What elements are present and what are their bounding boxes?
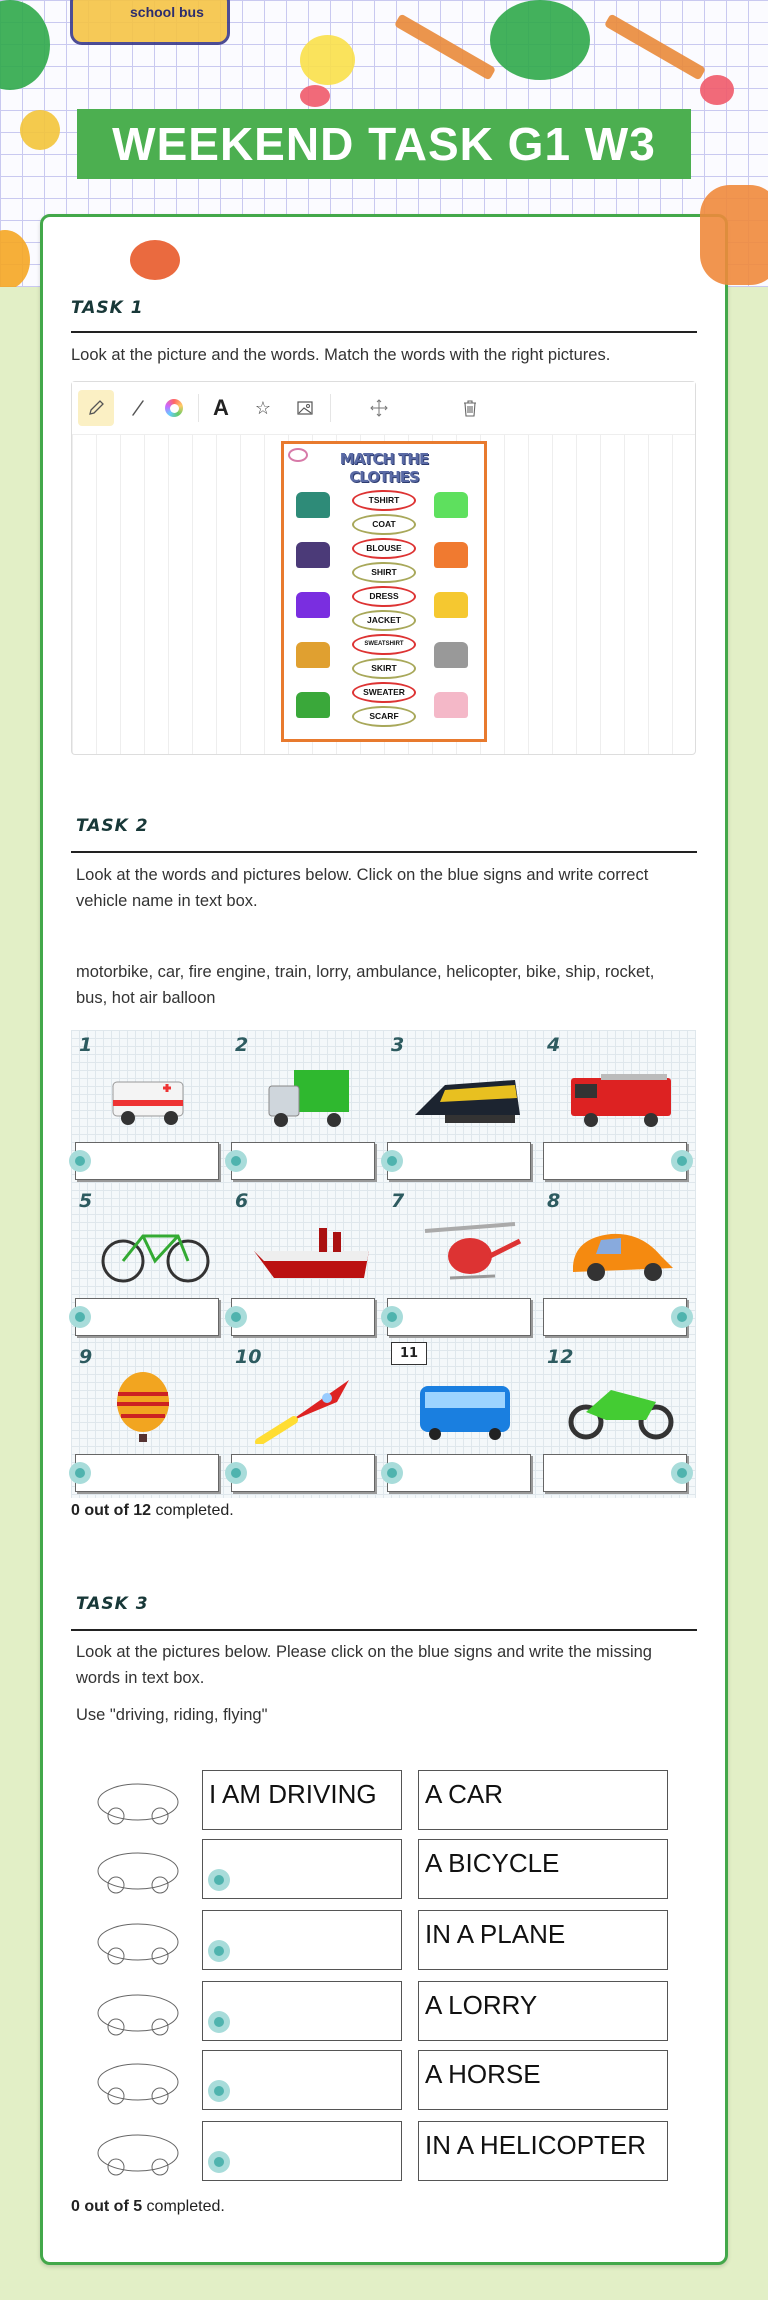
phrase-text: A HORSE: [425, 2059, 541, 2089]
bow-icon: [288, 448, 308, 462]
blue-sign-hotspot[interactable]: [381, 1150, 403, 1172]
vehicle-cell: [227, 1342, 383, 1498]
vehicle-cell: [539, 1186, 695, 1342]
clothes-picture: [296, 492, 330, 518]
vehicle-picture-hot-air-balloon: [93, 1372, 218, 1444]
blue-sign-hotspot[interactable]: [69, 1150, 91, 1172]
text-icon[interactable]: A: [213, 395, 229, 420]
task3-progress: [71, 2198, 225, 2216]
vehicle-cell: [539, 1030, 695, 1186]
sketch-helicopter: [88, 2123, 188, 2179]
clothes-picture: [296, 692, 330, 718]
blue-sign-hotspot[interactable]: [69, 1462, 91, 1484]
clothes-word-oval: SCARF: [352, 706, 416, 727]
vehicle-cell: [383, 1030, 539, 1186]
clothes-picture: [434, 592, 468, 618]
vehicle-answer-box[interactable]: [75, 1298, 219, 1336]
vehicle-cell: [539, 1342, 695, 1498]
pencil-icon[interactable]: [78, 390, 114, 426]
task1-instruction: Look at the picture and the words. Match the words with the right pictures.: [71, 346, 611, 364]
vehicle-number: 8: [547, 1190, 561, 1212]
vehicle-picture-train: [405, 1060, 530, 1132]
vehicle-number: 5: [79, 1190, 93, 1212]
vehicle-picture-bike: [93, 1216, 218, 1288]
vehicle-cell: [71, 1342, 227, 1498]
phrase-text: IN A HELICOPTER: [425, 2130, 647, 2160]
task3-progress-suffix: completed.: [142, 2198, 225, 2215]
vehicle-answer-box[interactable]: [231, 1142, 375, 1180]
match-the-clothes-worksheet: [281, 441, 487, 742]
vehicle-answer-box[interactable]: [543, 1142, 687, 1180]
vehicle-number: 11: [391, 1342, 427, 1365]
answer-box-3[interactable]: [202, 1910, 402, 1970]
star-icon[interactable]: ☆: [254, 397, 272, 418]
vehicle-picture-lorry: [249, 1060, 374, 1132]
answer-box-6[interactable]: [202, 2121, 402, 2181]
bell-doodle: [20, 110, 60, 150]
blue-sign-hotspot[interactable]: [225, 1462, 247, 1484]
vehicle-cell: [383, 1342, 539, 1498]
blue-sign-hotspot[interactable]: [671, 1462, 693, 1484]
vehicle-number: 10: [235, 1346, 262, 1368]
answer-text: I AM DRIVING: [209, 1779, 377, 1809]
trash-icon[interactable]: [452, 390, 488, 426]
vehicle-cell: [227, 1030, 383, 1186]
task2-progress: [71, 1502, 234, 1520]
task2-instruction: Look at the words and pictures below. Click on the blue signs and write correct vehicle name in text box.: [76, 866, 649, 910]
clothes-picture: [296, 592, 330, 618]
leaf-doodle: [130, 240, 180, 280]
vehicle-cell: [71, 1186, 227, 1342]
task3-progress-count: 0 out of 5: [71, 2198, 143, 2215]
clothes-word-oval: TSHIRT: [352, 490, 416, 511]
task2-heading: TASK 2: [76, 816, 149, 836]
vehicle-picture-bus: [405, 1372, 530, 1444]
phrase-box: [418, 1981, 668, 2041]
worksheet-title: MATCH THE CLOTHES: [339, 450, 429, 486]
clothes-word-oval: DRESS: [352, 586, 416, 607]
task2-divider: [71, 851, 697, 853]
sketch-car: [88, 1772, 188, 1828]
phrase-text: A CAR: [425, 1779, 504, 1809]
phrase-box: [418, 1770, 668, 1830]
vehicle-answer-box[interactable]: [543, 1298, 687, 1336]
image-icon[interactable]: [287, 390, 323, 426]
phrase-box: [418, 2050, 668, 2110]
pencil-doodle: [394, 13, 496, 80]
clothes-word-oval: JACKET: [352, 610, 416, 631]
heart-doodle: [300, 85, 330, 107]
phrase-box: [418, 1910, 668, 1970]
vehicle-number: 7: [391, 1190, 405, 1212]
vehicle-picture-fire-engine: [561, 1060, 686, 1132]
task2-progress-suffix: completed.: [151, 1502, 234, 1519]
task2-word-bank: motorbike, car, fire engine, train, lorry, ambulance, helicopter, bike, ship, rocket, bus, hot air balloon: [76, 963, 655, 1007]
clothes-picture: [296, 642, 330, 668]
blue-sign-hotspot[interactable]: [69, 1306, 91, 1328]
vehicle-number: 2: [235, 1034, 249, 1056]
clothes-word-oval: SKIRT: [352, 658, 416, 679]
toolbar-divider: [330, 394, 331, 422]
blue-sign-hotspot[interactable]: [208, 2151, 230, 2173]
vehicle-number: 6: [235, 1190, 249, 1212]
backpack-doodle: [700, 185, 768, 285]
page-title: WEEKEND TASK G1 W3: [112, 118, 656, 170]
sketch-horse: [88, 2052, 188, 2108]
answer-box-1: [202, 1770, 402, 1830]
blue-sign-hotspot[interactable]: [208, 1869, 230, 1891]
vehicle-grid: [71, 1030, 696, 1498]
vehicle-picture-motorbike: [561, 1372, 686, 1444]
blue-sign-hotspot[interactable]: [381, 1462, 403, 1484]
vehicle-picture-ambulance: [93, 1060, 218, 1132]
vehicle-answer-box[interactable]: [75, 1142, 219, 1180]
school-bus-label: school bus: [130, 4, 204, 20]
blue-sign-hotspot[interactable]: [225, 1150, 247, 1172]
answer-box-4[interactable]: [202, 1981, 402, 2041]
task3-hint: Use "driving, riding, flying": [76, 1706, 268, 1724]
phrase-box: [418, 2121, 668, 2181]
brush-icon[interactable]: [120, 390, 156, 426]
blue-sign-hotspot[interactable]: [208, 2080, 230, 2102]
heart-doodle: [700, 75, 734, 105]
vehicle-cell: [383, 1186, 539, 1342]
task2-progress-count: 0 out of 12: [71, 1502, 152, 1519]
vehicle-answer-box[interactable]: [387, 1454, 531, 1492]
task3-instruction: Look at the pictures below. Please click on the blue signs and write the missing words in text box.: [76, 1643, 652, 1687]
vehicle-answer-box[interactable]: [543, 1454, 687, 1492]
tree-doodle: [490, 0, 590, 80]
vehicle-answer-box[interactable]: [231, 1298, 375, 1336]
sketch-bicycle: [88, 1841, 188, 1897]
answer-box-5[interactable]: [202, 2050, 402, 2110]
tree-doodle: [0, 0, 50, 90]
clothes-picture: [296, 542, 330, 568]
vehicle-number: 12: [547, 1346, 574, 1368]
vehicle-cell: [227, 1186, 383, 1342]
answer-box-2[interactable]: [202, 1839, 402, 1899]
vehicle-answer-box[interactable]: [387, 1142, 531, 1180]
vehicle-number: 9: [79, 1346, 93, 1368]
blue-sign-hotspot[interactable]: [381, 1306, 403, 1328]
phrase-text: A BICYCLE: [425, 1848, 560, 1878]
task3-heading: TASK 3: [76, 1594, 149, 1614]
blue-sign-hotspot[interactable]: [208, 2011, 230, 2033]
clothes-picture: [434, 542, 468, 568]
clothes-picture: [434, 692, 468, 718]
vehicle-answer-box[interactable]: [387, 1298, 531, 1336]
blue-sign-hotspot[interactable]: [671, 1150, 693, 1172]
title-banner: [77, 109, 691, 179]
vehicle-answer-box[interactable]: [231, 1454, 375, 1492]
blue-sign-hotspot[interactable]: [671, 1306, 693, 1328]
clothes-word-oval: BLOUSE: [352, 538, 416, 559]
phrase-text: A LORRY: [425, 1990, 538, 2020]
vehicle-picture-ship: [249, 1216, 374, 1288]
apple-doodle: [300, 35, 355, 85]
color-wheel-icon[interactable]: [156, 390, 192, 426]
task3-divider: [71, 1629, 697, 1631]
sketch-plane: [88, 1912, 188, 1968]
blue-sign-hotspot[interactable]: [208, 1940, 230, 1962]
vehicle-picture-car: [561, 1216, 686, 1288]
vehicle-cell: [71, 1030, 227, 1186]
move-icon[interactable]: [361, 390, 397, 426]
blue-sign-hotspot[interactable]: [225, 1306, 247, 1328]
clothes-word-oval: SWEATER: [352, 682, 416, 703]
task1-divider: [71, 331, 697, 333]
vehicle-number: 4: [547, 1034, 561, 1056]
sketch-lorry: [88, 1983, 188, 2039]
clothes-word-oval: SHIRT: [352, 562, 416, 583]
flower-doodle: [0, 230, 30, 287]
clothes-word-oval: SWEATSHIRT: [352, 634, 416, 655]
pencil-doodle: [604, 13, 706, 80]
toolbar-divider: [198, 394, 199, 422]
task1-heading: TASK 1: [71, 298, 144, 318]
phrase-box: [418, 1839, 668, 1899]
vehicle-picture-rocket: [249, 1372, 374, 1444]
vehicle-picture-helicopter: [405, 1216, 530, 1288]
phrase-text: IN A PLANE: [425, 1919, 566, 1949]
clothes-word-oval: COAT: [352, 514, 416, 535]
drawing-toolbar: [72, 382, 695, 435]
vehicle-answer-box[interactable]: [75, 1454, 219, 1492]
clothes-picture: [434, 492, 468, 518]
vehicle-number: 3: [391, 1034, 405, 1056]
clothes-picture: [434, 642, 468, 668]
vehicle-number: 1: [79, 1034, 93, 1056]
